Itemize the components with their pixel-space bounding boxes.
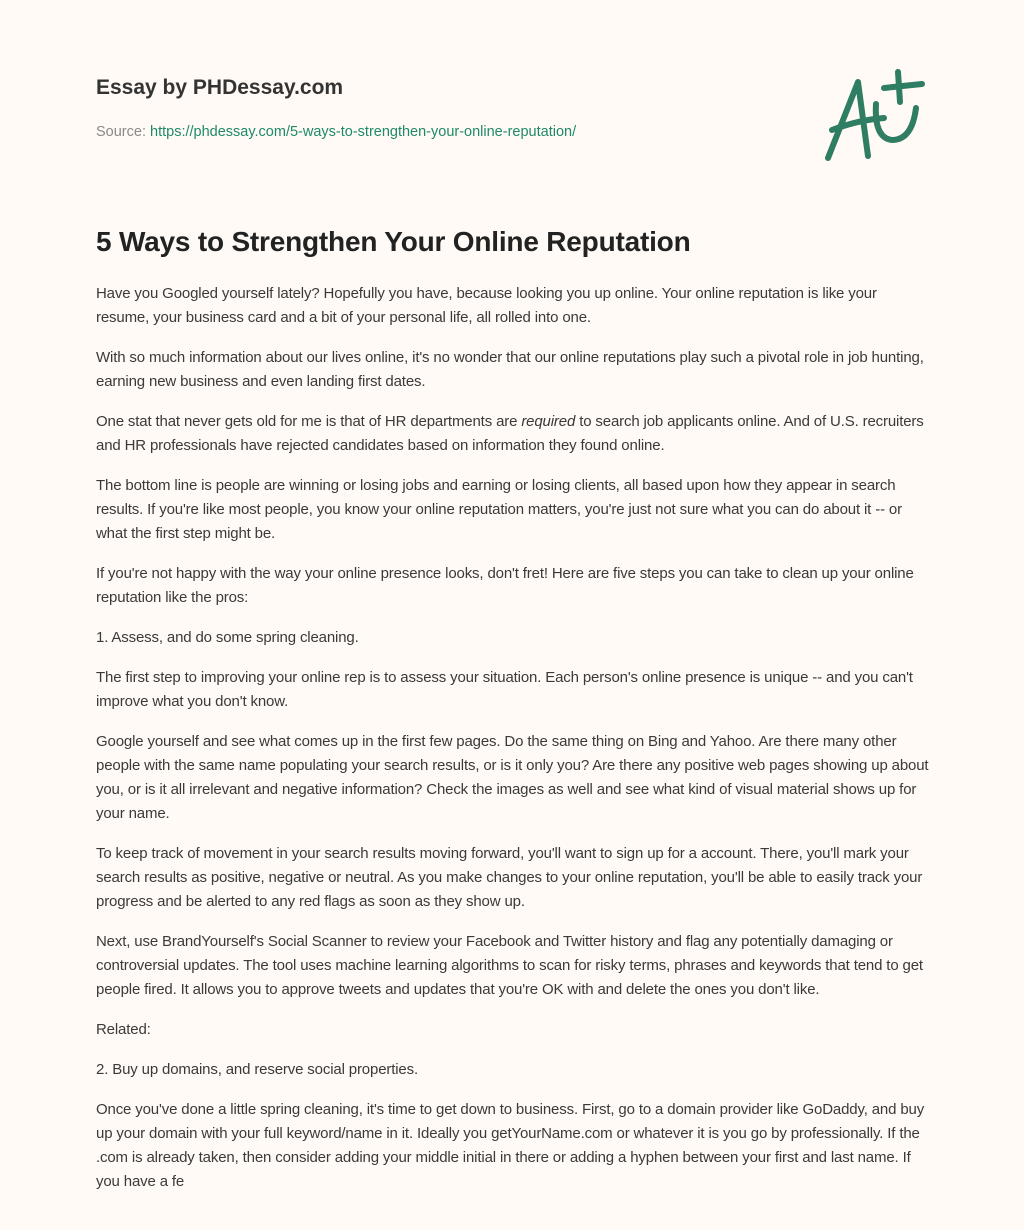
paragraph (96, 410, 932, 458)
a-plus-logo-icon (818, 68, 928, 164)
paragraph: The bottom line is people are winning or losing jobs and earning or losing clients, all based upon how they appear in search results. If you're like most people, you know your online reputation matters, you're just not sure what you can do about it -- or what the first step might be. (96, 477, 902, 542)
source-label: Source: (96, 124, 146, 140)
paragraph: Have you Googled yourself lately? Hopefully you have, because looking you up online. Your online reputation is like your resume, your business card and a bit of your personal life, all rolled into one. (96, 285, 877, 326)
text: One stat that never gets old for me is that of HR departments are (96, 413, 522, 430)
section-heading: 2. Buy up domains, and reserve social properties. (96, 1061, 418, 1078)
related-label: Related: (96, 1021, 151, 1038)
paragraph: If you're not happy with the way your online presence looks, don't fret! Here are five steps you can take to clean up your online reputation like the pros: (96, 565, 914, 606)
paragraph: Google yourself and see what comes up in the first few pages. Do the same thing on Bing and Yahoo. Are there many other people with the same name populating your search results, or is it only you? Are there any positive web pages showing up about you, or is it all irrelevant and negative information? Check the images as well and see what kind of visual material shows up for your name. (96, 733, 929, 822)
paragraph: The first step to improving your online rep is to assess your situation. Each person's online presence is unique -- and you can't improve what you don't know. (96, 669, 913, 710)
paragraph: Once you've done a little spring cleaning, it's time to get down to business. First, go to a domain provider like GoDaddy, and buy up your domain with your full keyword/name in it. Ideally you getYourName.com or whatever it is you go by professionally. If the .com is already taken, then consider adding your middle initial in there or adding a hyphen between your first and last name. If you have a fe (96, 1101, 925, 1190)
text: to search job applicants online. And of U.S. recruiters and HR professionals have rejected candidates based on information they found online. (96, 413, 924, 454)
emphasis: required (521, 413, 576, 430)
paragraph: With so much information about our lives online, it's no wonder that our online reputations play such a pivotal role in job hunting, earning new business and even landing first dates. (96, 349, 924, 390)
source-line (96, 124, 576, 140)
section-heading: 1. Assess, and do some spring cleaning. (96, 629, 359, 646)
article-title: 5 Ways to Strengthen Your Online Reputation (96, 226, 691, 257)
article (96, 226, 932, 1210)
paragraph: To keep track of movement in your search results moving forward, you'll want to sign up for a account. There, you'll mark your search results as positive, negative or neutral. As you make changes to your online reputation, you'll be able to easily track your progress and be alerted to any red flags as soon as they show up. (96, 845, 923, 910)
source-link[interactable]: https://phdessay.com/5-ways-to-strengthen-your-online-reputation/ (150, 124, 577, 140)
paragraph: Next, use BrandYourself's Social Scanner to review your Facebook and Twitter history and flag any potentially damaging or controversial updates. The tool uses machine learning algorithms to scan for risky terms, phrases and keywords that tend to get people fired. It allows you to approve tweets and updates that you're OK with and delete the ones you don't like. (96, 933, 923, 998)
site-title: Essay by PHDessay.com (96, 76, 344, 99)
